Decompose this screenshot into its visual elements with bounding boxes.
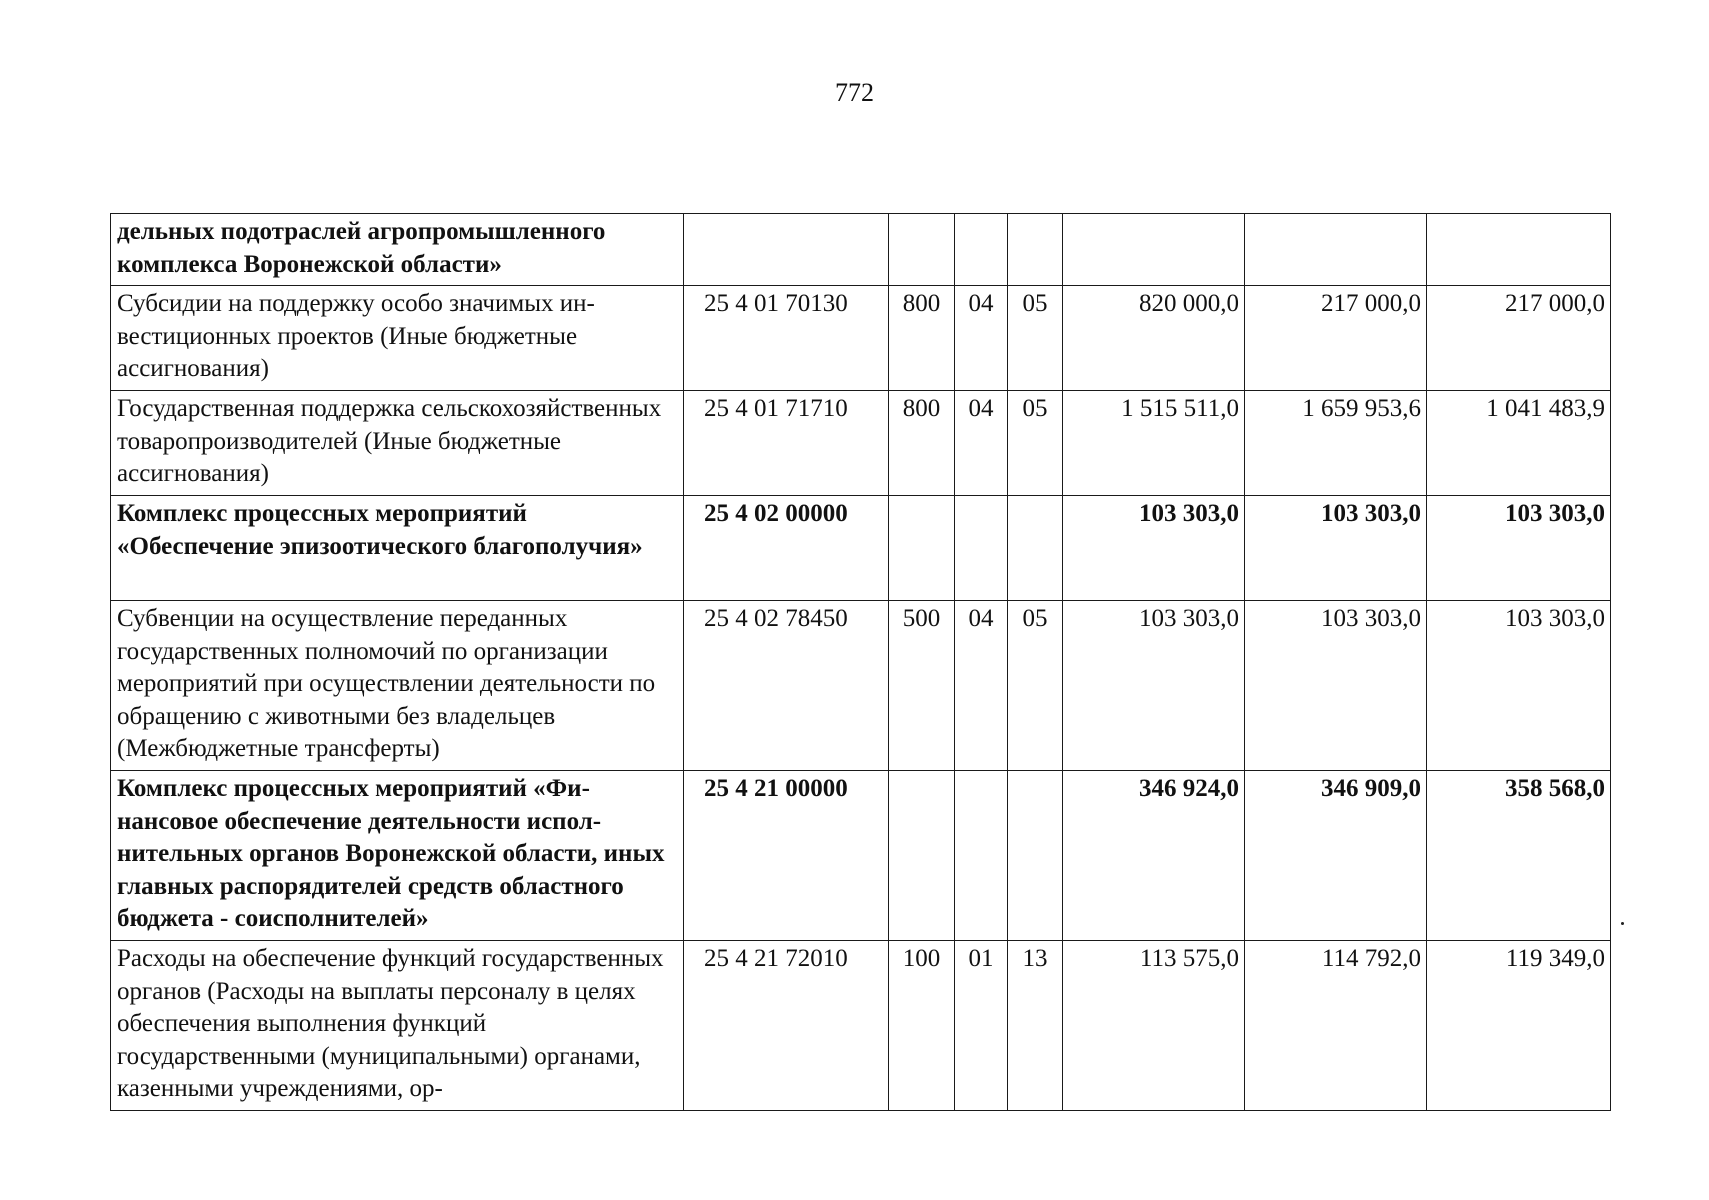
table-row — [111, 941, 1611, 1111]
row-year3: 1 041 483,9 — [1427, 391, 1611, 496]
table-row — [111, 496, 1611, 601]
row-code — [684, 214, 889, 286]
row-pr: 05 — [1008, 286, 1063, 391]
row-rz — [955, 771, 1008, 941]
row-vr — [889, 214, 955, 286]
row-description: Государственная поддержка сельскохозяйственных товаропроизводителей (Иные бюджетные ассигнования) — [111, 391, 684, 496]
table-row — [111, 391, 1611, 496]
row-rz: 01 — [955, 941, 1008, 1111]
row-year1: 103 303,0 — [1063, 601, 1245, 771]
row-pr: 05 — [1008, 601, 1063, 771]
row-vr: 100 — [889, 941, 955, 1111]
row-pr — [1008, 771, 1063, 941]
row-year3 — [1427, 214, 1611, 286]
row-year2 — [1245, 214, 1427, 286]
page-number: 772 — [835, 78, 874, 107]
row-year1: 103 303,0 — [1063, 496, 1245, 601]
row-year3: 217 000,0 — [1427, 286, 1611, 391]
row-vr — [889, 771, 955, 941]
row-code: 25 4 01 71710 — [684, 391, 889, 496]
row-rz: 04 — [955, 601, 1008, 771]
table-row — [111, 286, 1611, 391]
row-year1: 113 575,0 — [1063, 941, 1245, 1111]
row-description: Субвенции на осуществление переданных государственных полномочий по организации мероприятий при осуществлении деятельности по обращению с животными без владельцев (Межбюджетные трансферты) — [111, 601, 684, 771]
row-vr — [889, 496, 955, 601]
row-year1: 820 000,0 — [1063, 286, 1245, 391]
scan-speck — [1621, 922, 1624, 925]
row-description: Субсидии на поддержку особо значимых инвестиционных проектов (Иные бюджетные ассигнования) — [111, 286, 684, 391]
row-code: 25 4 02 00000 — [684, 496, 889, 601]
row-year2: 114 792,0 — [1245, 941, 1427, 1111]
row-year3: 358 568,0 — [1427, 771, 1611, 941]
row-code: 25 4 02 78450 — [684, 601, 889, 771]
table-row — [111, 601, 1611, 771]
row-rz: 04 — [955, 286, 1008, 391]
table-row — [111, 214, 1611, 286]
row-year2: 103 303,0 — [1245, 601, 1427, 771]
row-year3: 103 303,0 — [1427, 496, 1611, 601]
row-year3: 119 349,0 — [1427, 941, 1611, 1111]
row-year2: 346 909,0 — [1245, 771, 1427, 941]
row-year1: 1 515 511,0 — [1063, 391, 1245, 496]
row-year2: 217 000,0 — [1245, 286, 1427, 391]
row-year1 — [1063, 214, 1245, 286]
row-pr — [1008, 496, 1063, 601]
row-description: Комплекс процессных мероприятий «Финансовое обеспечение деятельности исполнительных органов Воронежской области, иных главных распорядителей средств областного бюджета - соисполнителей» — [111, 771, 684, 941]
row-rz — [955, 496, 1008, 601]
row-description: Комплекс процессных мероприятий «Обеспечение эпизоотического благополучия» — [111, 496, 684, 601]
row-code: 25 4 21 72010 — [684, 941, 889, 1111]
row-rz — [955, 214, 1008, 286]
row-code: 25 4 01 70130 — [684, 286, 889, 391]
row-description: Расходы на обеспечение функций государственных органов (Расходы на выплаты персоналу в целях обеспечения выполнения функций государственными (муниципальными) органами, казенными учреждениями, ор- — [111, 941, 684, 1111]
budget-table — [110, 213, 1611, 1111]
row-year2: 1 659 953,6 — [1245, 391, 1427, 496]
row-year2: 103 303,0 — [1245, 496, 1427, 601]
row-pr — [1008, 214, 1063, 286]
row-description: дельных подотраслей агропромышленного комплекса Воронежской области» — [111, 214, 684, 286]
row-vr: 500 — [889, 601, 955, 771]
row-vr: 800 — [889, 286, 955, 391]
row-pr: 05 — [1008, 391, 1063, 496]
row-year3: 103 303,0 — [1427, 601, 1611, 771]
row-rz: 04 — [955, 391, 1008, 496]
row-vr: 800 — [889, 391, 955, 496]
row-pr: 13 — [1008, 941, 1063, 1111]
table-row — [111, 771, 1611, 941]
row-code: 25 4 21 00000 — [684, 771, 889, 941]
row-year1: 346 924,0 — [1063, 771, 1245, 941]
